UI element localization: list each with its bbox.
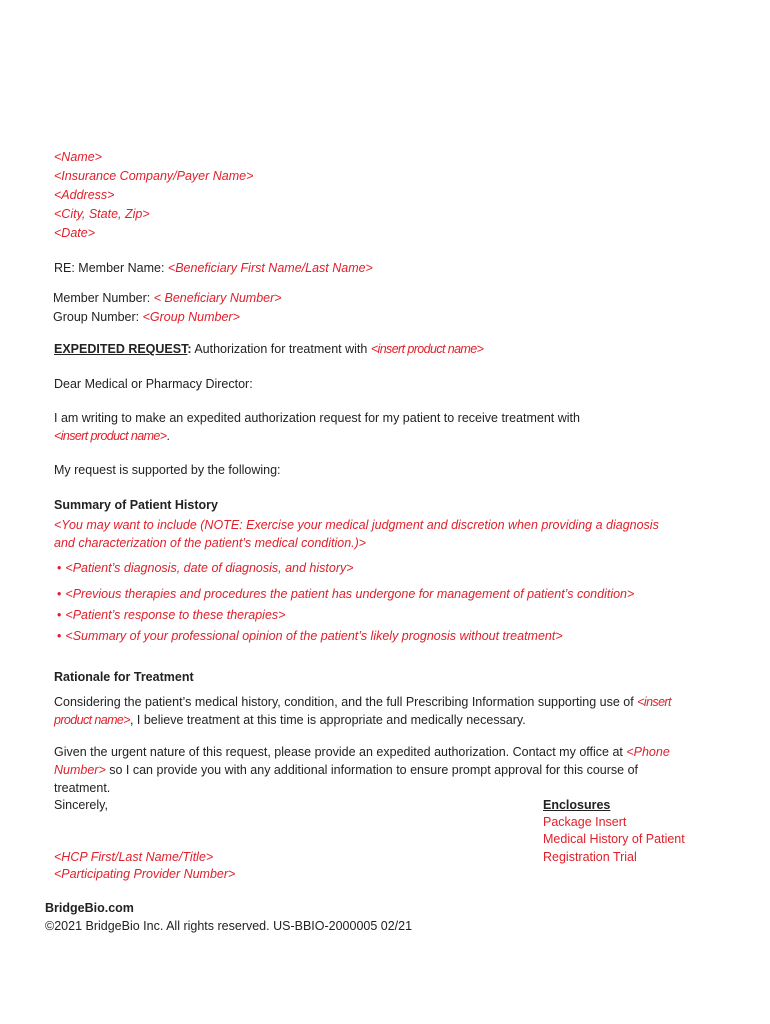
group-number-line (53, 308, 240, 326)
urgent-line-1 (54, 743, 670, 761)
phone-placeholder-end: Number> (54, 763, 106, 777)
summary-bullet-item (57, 606, 285, 624)
city-state-zip-placeholder: <City, State, Zip> (54, 207, 150, 221)
recipient-name-placeholder: <Name> (54, 150, 102, 164)
beneficiary-number-placeholder: < Beneficiary Number> (153, 291, 282, 305)
expedited-product-placeholder: <insert product name> (370, 342, 484, 356)
re-label: RE: Member Name: (54, 261, 168, 275)
summary-note-line-2: and characterization of the patient’s medical condition.)> (54, 536, 367, 550)
phone-placeholder-start: <Phone (626, 745, 670, 759)
summary-bullet-item (57, 585, 634, 603)
rationale-product-placeholder-end: product name> (54, 713, 130, 727)
salutation: Dear Medical or Pharmacy Director: (54, 377, 253, 391)
bullet-marker: • (57, 608, 62, 622)
footer-copyright: ©2021 BridgeBio Inc. All rights reserved. US-BBIO-2000005 02/21 (45, 919, 413, 933)
rationale-line-2 (54, 711, 526, 729)
expedited-text: Authorization for treatment with (191, 342, 371, 356)
bullet-text: <Patient’s diagnosis, date of diagnosis, and history> (65, 561, 354, 575)
enclosure-item: Medical History of Patient (543, 832, 685, 846)
intro-product-placeholder: <insert product name> (54, 429, 167, 443)
rationale-line-1 (54, 693, 671, 711)
beneficiary-name-placeholder: <Beneficiary First Name/Last Name> (167, 261, 373, 275)
intro-line-2 (54, 427, 170, 445)
bullet-text: <Summary of your professional opinion of the patient’s likely prognosis without treatment> (65, 629, 563, 643)
date-placeholder: <Date> (54, 226, 96, 240)
summary-note-line-1: <You may want to include (NOTE: Exercise your medical judgment and discretion when providing a diagnosis (54, 518, 659, 532)
bullet-marker: • (57, 587, 62, 601)
rationale-product-placeholder-start: <insert (637, 695, 671, 709)
enclosures-heading: Enclosures (543, 798, 611, 812)
urgent-text-2: so I can provide you with any additional information to ensure prompt approval for this course of (105, 763, 638, 777)
provider-number-placeholder: <Participating Provider Number> (54, 867, 236, 881)
summary-bullet-item (57, 627, 563, 645)
expedited-request-line (54, 340, 483, 358)
supported-by-text: My request is supported by the following: (54, 463, 281, 477)
rationale-heading: Rationale for Treatment (54, 670, 194, 684)
bullet-marker: • (57, 629, 62, 643)
urgent-line-3: treatment. (54, 781, 111, 795)
intro-line-1: I am writing to make an expedited authorization request for my patient to receive treatment with (54, 411, 580, 425)
summary-heading: Summary of Patient History (54, 498, 218, 512)
member-number-label: Member Number: (53, 291, 154, 305)
footer-site: BridgeBio.com (45, 901, 134, 915)
address-placeholder: <Address> (54, 188, 115, 202)
intro-period: . (166, 429, 170, 443)
group-number-placeholder: <Group Number> (142, 310, 240, 324)
expedited-request-label: EXPEDITED REQUEST (54, 342, 188, 356)
member-number-line (53, 289, 282, 307)
bullet-marker: • (57, 561, 62, 575)
rationale-text-1: Considering the patient’s medical history, condition, and the full Prescribing Information supporting use of (54, 695, 638, 709)
summary-bullet-item (57, 559, 354, 577)
closing: Sincerely, (54, 798, 108, 812)
bullet-text: <Patient’s response to these therapies> (65, 608, 286, 622)
bullet-text: <Previous therapies and procedures the patient has undergone for management of patient’s condition> (65, 587, 635, 601)
rationale-text-2: , I believe treatment at this time is appropriate and medically necessary. (129, 713, 526, 727)
urgent-line-2 (54, 761, 638, 779)
group-number-label: Group Number: (53, 310, 143, 324)
insurance-company-placeholder: <Insurance Company/Payer Name> (54, 169, 254, 183)
re-member-name-line (54, 259, 373, 277)
urgent-text-1: Given the urgent nature of this request, please provide an expedited authorization. Contact my office at (54, 745, 627, 759)
expedited-colon: : (187, 342, 192, 356)
enclosure-item: Package Insert (543, 815, 627, 829)
enclosure-item: Registration Trial (543, 850, 637, 864)
hcp-name-placeholder: <HCP First/Last Name/Title> (54, 850, 214, 864)
